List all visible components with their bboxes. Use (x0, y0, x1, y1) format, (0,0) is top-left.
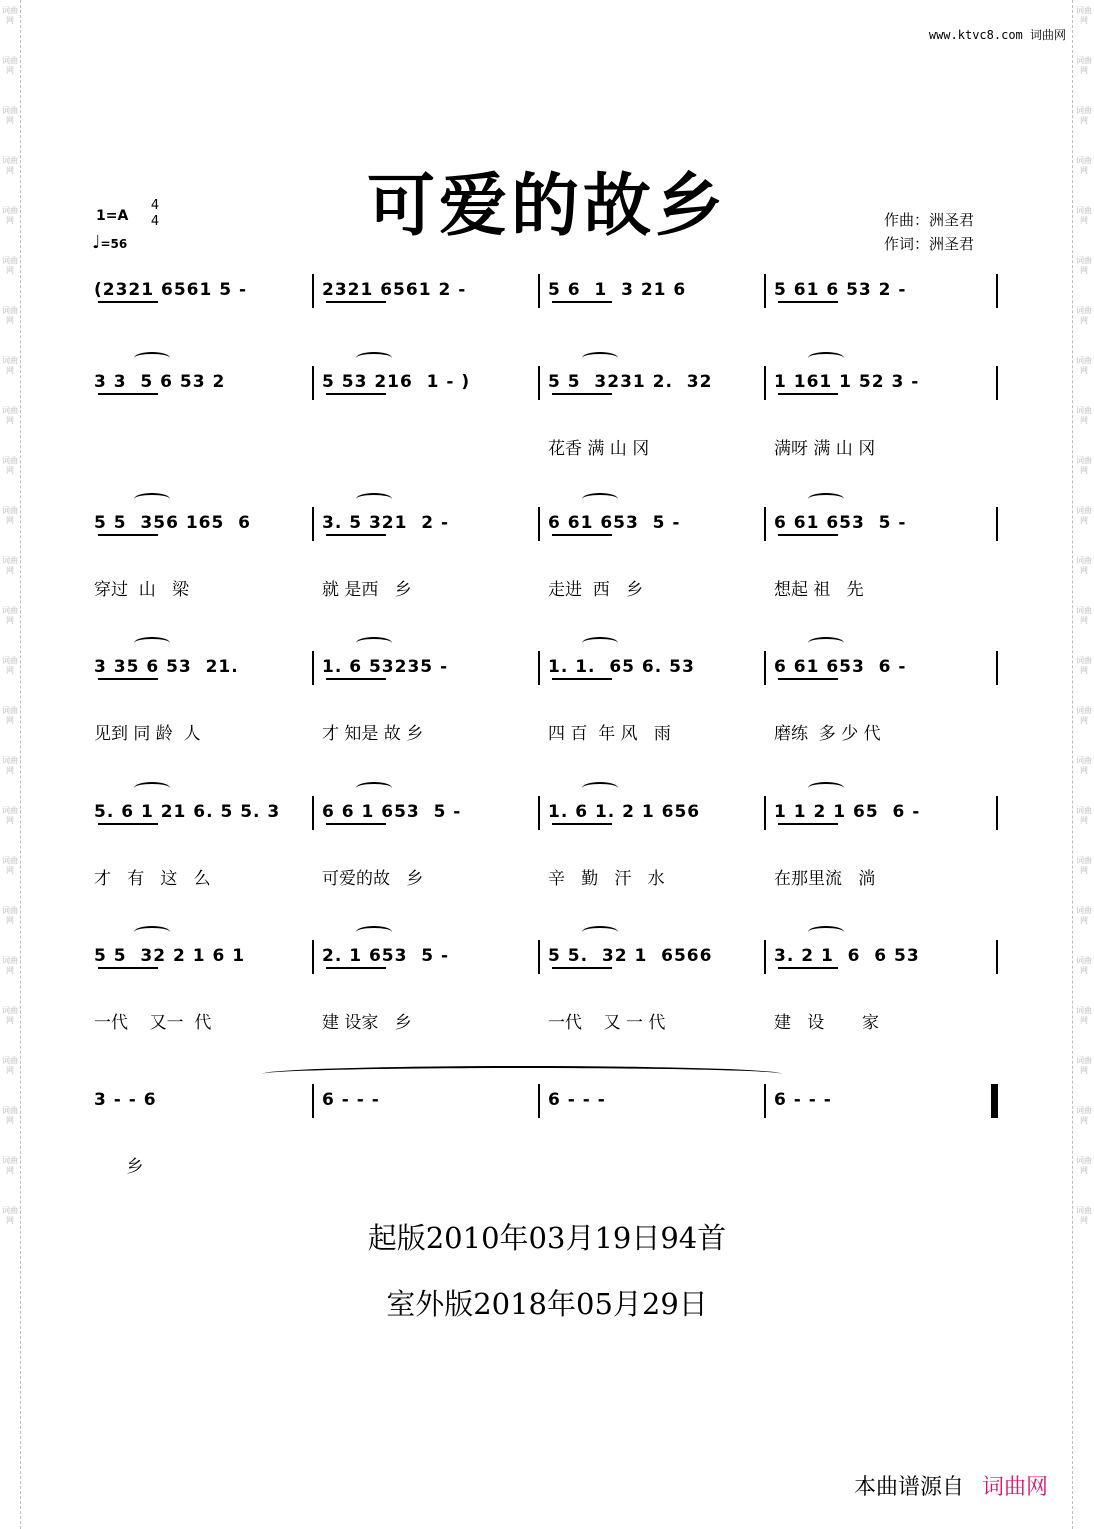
lyric-text: 走进 西 乡 (548, 580, 644, 600)
beam-underline (98, 393, 158, 395)
watermark-text: 词曲网 (2, 306, 18, 325)
bar-line (538, 274, 540, 308)
measure-notes: 3. 5 321 2 - (322, 513, 450, 533)
slur-arc (356, 493, 392, 505)
bar-line (538, 507, 540, 541)
lyric-text: 想起 祖 先 (774, 580, 864, 600)
bar-line (538, 651, 540, 685)
lyric-text: 一代 又 一 代 (548, 1013, 666, 1033)
slur-arc (582, 926, 618, 938)
watermark-text: 词曲网 (2, 156, 18, 175)
watermark-text: 词曲网 (1076, 756, 1092, 775)
lyric-text: 才 有 这 么 (94, 869, 211, 889)
bar-line (764, 1084, 766, 1118)
watermark-text: 词曲网 (1076, 256, 1092, 275)
watermark-text: 词曲网 (2, 356, 18, 375)
watermark-text: 词曲网 (2, 406, 18, 425)
watermark-text: 词曲网 (1076, 406, 1092, 425)
watermark-text: 词曲网 (2, 606, 18, 625)
measure-notes: 6 61 653 5 - (548, 513, 681, 533)
measure-notes: 5 61 6 53 2 - (774, 280, 907, 300)
beam-underline (326, 301, 386, 303)
bar-line (312, 940, 314, 974)
measure-notes: 5 5 32 2 1 6 1 (94, 946, 246, 966)
tempo-value: =56 (100, 237, 128, 251)
watermark-text: 词曲网 (1076, 1056, 1092, 1075)
bar-line (312, 507, 314, 541)
bar-line (312, 274, 314, 308)
bar-line (996, 507, 998, 541)
watermark-text: 词曲网 (1076, 806, 1092, 825)
slur-arc (582, 637, 618, 649)
slur-arc (808, 637, 844, 649)
bar-line (764, 507, 766, 541)
bar-line (764, 796, 766, 830)
slur-arc (582, 782, 618, 794)
watermark-text: 词曲网 (1076, 1206, 1092, 1225)
watermark-text: 词曲网 (1076, 906, 1092, 925)
measure-notes: 6 61 653 6 - (774, 657, 907, 677)
beam-underline (98, 301, 158, 303)
time-signature (150, 198, 160, 230)
lyric-text: 建 设家 乡 (322, 1013, 412, 1033)
measure-notes: 5 5 356 165 6 (94, 513, 251, 533)
beam-underline (778, 678, 838, 680)
tie-arc (262, 1066, 782, 1082)
measure-notes: 2. 1 653 5 - (322, 946, 450, 966)
lyric-text: 就 是西 乡 (322, 580, 412, 600)
measure-notes: 3 35 6 53 21. (94, 657, 239, 677)
beam-underline (326, 393, 386, 395)
measure-notes: (2321 6561 5 - (94, 280, 248, 300)
bar-line (764, 274, 766, 308)
lyric-text: 满呀 满 山 冈 (774, 439, 876, 459)
lyric-text: 可爱的故 乡 (322, 869, 424, 889)
beam-underline (326, 823, 386, 825)
time-signature-top: 4 (150, 198, 160, 213)
lyricist: 作词：洲圣君 (884, 235, 975, 253)
score-line (94, 657, 998, 697)
watermark-text: 词曲网 (2, 756, 18, 775)
composer: 作曲：洲圣君 (884, 211, 975, 229)
time-signature-bottom: 4 (150, 214, 160, 229)
quarter-note-icon: ♩ (92, 232, 101, 253)
watermark-text: 词曲网 (2, 206, 18, 225)
lyric-text: 在那里流 淌 (774, 869, 876, 889)
credits (884, 208, 974, 256)
measure-notes: 5 5. 32 1 6566 (548, 946, 713, 966)
beam-underline (552, 678, 612, 680)
watermark-text: 词曲网 (2, 1156, 18, 1175)
measure-notes: 3 3 5 6 53 2 (94, 372, 226, 392)
watermark-text: 词曲网 (1076, 306, 1092, 325)
watermark-text: 词曲网 (1076, 456, 1092, 475)
bar-line (764, 366, 766, 400)
watermark-text: 词曲网 (2, 506, 18, 525)
measure-notes: 6 61 653 5 - (774, 513, 907, 533)
watermark-text: 词曲网 (2, 6, 18, 25)
watermark-text: 词曲网 (2, 706, 18, 725)
lyric-text: 辛 勤 汗 水 (548, 869, 665, 889)
beam-underline (552, 301, 612, 303)
beam-underline (778, 823, 838, 825)
watermark-text: 词曲网 (2, 1106, 18, 1125)
watermark-text: 词曲网 (1076, 356, 1092, 375)
beam-underline (778, 534, 838, 536)
beam-underline (98, 534, 158, 536)
measure-notes: 1. 6 1. 2 1 656 (548, 802, 701, 822)
watermark-text: 词曲网 (1076, 156, 1092, 175)
watermark-text: 词曲网 (2, 256, 18, 275)
beam-underline (552, 393, 612, 395)
score-line (94, 946, 998, 986)
song-title: 可爱的故乡 (366, 166, 727, 246)
lyric-text: 乡 (94, 1157, 144, 1177)
measure-notes: 5 6 1 3 21 6 (548, 280, 687, 300)
bar-line (312, 366, 314, 400)
watermark-text: 词曲网 (2, 1056, 18, 1075)
slur-arc (582, 493, 618, 505)
bar-line (996, 940, 998, 974)
bar-line (538, 796, 540, 830)
watermark-text: 词曲网 (2, 956, 18, 975)
lyric-text: 见到 同 龄 人 (94, 724, 201, 744)
lyric-text: 四 百 年 风 雨 (548, 724, 671, 744)
slur-arc (356, 782, 392, 794)
lyric-text: 磨练 多 少 代 (774, 724, 881, 744)
slur-arc (808, 782, 844, 794)
watermark-text: 词曲网 (2, 1006, 18, 1025)
lyric-text: 才 知是 故 乡 (322, 724, 424, 744)
bar-line (764, 651, 766, 685)
watermark-text: 词曲网 (1076, 6, 1092, 25)
slur-arc (134, 493, 170, 505)
score-line (94, 280, 998, 320)
beam-underline (778, 393, 838, 395)
slur-arc (356, 926, 392, 938)
beam-underline (326, 967, 386, 969)
slur-arc (808, 352, 844, 364)
score-line (94, 1090, 998, 1130)
watermark-text: 词曲网 (2, 806, 18, 825)
watermark-text: 词曲网 (1076, 556, 1092, 575)
lyric-text: 穿过 山 梁 (94, 580, 190, 600)
bar-line (764, 940, 766, 974)
score-line (94, 372, 998, 412)
measure-notes: 6 - - - (322, 1090, 380, 1110)
slur-arc (356, 352, 392, 364)
site-mark[interactable]: www.ktvc8.com 词曲网 (928, 28, 1066, 42)
bar-line (996, 366, 998, 400)
footer-edition: 起版2010年03月19日94首 (367, 1221, 727, 1255)
score-line (94, 802, 998, 842)
measure-notes: 6 - - - (548, 1090, 606, 1110)
watermark-text: 词曲网 (1076, 856, 1092, 875)
bar-line (996, 796, 998, 830)
lyric-text: 一代 又一 代 (94, 1013, 212, 1033)
slur-arc (356, 637, 392, 649)
bar-line (538, 940, 540, 974)
measure-notes: 5. 6 1 21 6. 5 5. 3 (94, 802, 281, 822)
slur-arc (808, 926, 844, 938)
bar-line (996, 651, 998, 685)
watermark-text: 词曲网 (2, 906, 18, 925)
beam-underline (98, 967, 158, 969)
beam-underline (552, 967, 612, 969)
watermark-text: 词曲网 (1076, 956, 1092, 975)
slur-arc (808, 493, 844, 505)
measure-notes: 5 5 3231 2. 32 (548, 372, 713, 392)
watermark-text: 词曲网 (1076, 656, 1092, 675)
watermark-text: 词曲网 (1076, 56, 1092, 75)
measure-notes: 3 - - 6 (94, 1090, 157, 1110)
watermark-text: 词曲网 (1076, 606, 1092, 625)
watermark-text: 词曲网 (2, 656, 18, 675)
beam-underline (552, 534, 612, 536)
watermark-text: 词曲网 (1076, 1006, 1092, 1025)
measure-notes: 3. 2 1 6 6 53 (774, 946, 920, 966)
beam-underline (778, 967, 838, 969)
watermark-text: 词曲网 (1076, 206, 1092, 225)
measure-notes: 1 161 1 52 3 - (774, 372, 920, 392)
key-signature: 1=A (96, 208, 129, 224)
watermark-text: 词曲网 (1076, 106, 1092, 125)
bar-line (538, 1084, 540, 1118)
bar-line (996, 274, 998, 308)
watermark-text: 词曲网 (2, 56, 18, 75)
slur-arc (134, 352, 170, 364)
measure-notes: 6 - - - (774, 1090, 832, 1110)
beam-underline (778, 301, 838, 303)
score-line (94, 513, 998, 553)
measure-notes: 6 6 1 653 5 - (322, 802, 462, 822)
measure-notes: 1 1 2 1 65 6 - (774, 802, 921, 822)
slur-arc (582, 352, 618, 364)
watermark-text: 词曲网 (2, 106, 18, 125)
final-bar-line (991, 1084, 996, 1118)
beam-underline (552, 823, 612, 825)
bar-line (312, 651, 314, 685)
measure-notes: 1. 1. 65 6. 53 (548, 657, 695, 677)
bar-line (312, 796, 314, 830)
measure-notes: 1. 6 53235 - (322, 657, 449, 677)
beam-underline (98, 823, 158, 825)
footer-outdoor-edition: 室外版2018年05月29日 (386, 1287, 708, 1321)
lyric-text: 花香 满 山 冈 (548, 439, 650, 459)
slur-arc (134, 926, 170, 938)
watermark-text: 词曲网 (2, 556, 18, 575)
watermark-text: 词曲网 (1076, 1106, 1092, 1125)
slur-arc (134, 637, 170, 649)
slur-arc (134, 782, 170, 794)
bar-line (538, 366, 540, 400)
beam-underline (326, 678, 386, 680)
beam-underline (98, 678, 158, 680)
lyric-text: 建 设 家 (774, 1013, 880, 1033)
measure-notes: 2321 6561 2 - (322, 280, 467, 300)
watermark-text: 词曲网 (2, 1206, 18, 1225)
bar-line (312, 1084, 314, 1118)
measure-notes: 5 53 216 1 - ) (322, 372, 471, 392)
watermark-text: 词曲网 (1076, 1156, 1092, 1175)
source-credit (854, 1470, 1048, 1501)
source-brand-link[interactable]: 词曲网 (981, 1475, 1048, 1500)
watermark-text: 词曲网 (1076, 706, 1092, 725)
tempo-marking (92, 232, 127, 253)
beam-underline (326, 534, 386, 536)
watermark-text: 词曲网 (1076, 506, 1092, 525)
watermark-text: 词曲网 (2, 856, 18, 875)
bar-line (996, 1084, 998, 1118)
source-prefix: 本曲谱源自 (853, 1475, 964, 1500)
watermark-text: 词曲网 (2, 456, 18, 475)
